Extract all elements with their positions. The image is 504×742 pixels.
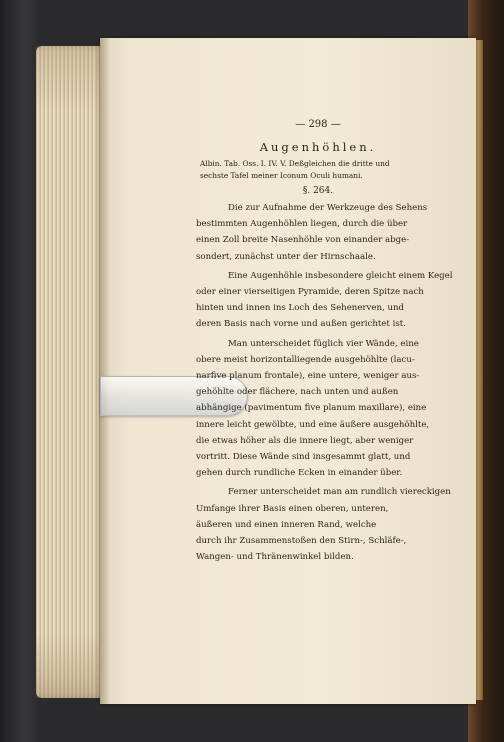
paragraph-line: vortritt. Diese Wände sind insgesammt glatt, und	[196, 452, 411, 463]
page-number: — 298 —	[295, 119, 341, 130]
section-number: §. 264.	[302, 186, 334, 196]
paragraph-line: gehöhlte oder flächere, nach unten und außen	[196, 387, 399, 398]
page-text	[196, 114, 453, 565]
paragraph-line: Umfange ihrer Basis einen oberen, unteren,	[196, 503, 389, 514]
background-surface	[0, 0, 40, 742]
chapter-title: Augenhöhlen.	[259, 140, 377, 154]
caption-line: Albin. Tab. Oss. I. IV. V. Deßgleichen die dritte und	[200, 159, 390, 168]
paragraph-line: gehen durch rundliche Ecken in einander über.	[196, 468, 403, 479]
paragraph-line: innere leicht gewölbte, und eine äußere ausgehöhlte,	[196, 419, 430, 430]
page-edges	[36, 46, 108, 698]
paragraph-line: Die zur Aufnahme der Werkzeuge des Sehens	[228, 203, 428, 213]
paragraph-line: abhängige (pavimentum five planum maxillare), eine	[196, 403, 427, 414]
caption-line: sechste Tafel meiner Iconum Oculi humani.	[200, 171, 363, 180]
paragraph-line: obere meist horizontalliegende ausgehöhlte (lacu-	[196, 354, 415, 365]
paragraph-line: hinten und innen ins Loch des Sehenerven, und	[196, 303, 405, 314]
paragraph-line: sondert, zunächst unter der Hirnschaale.	[196, 251, 376, 262]
paragraph-line: die etwas höher als die innere liegt, aber weniger	[196, 435, 414, 446]
paragraph-line: einen Zoll breite Nasenhöhle von einander abge-	[196, 235, 410, 246]
paragraph-line: Eine Augenhöhle insbesondere gleicht einem Kegel	[228, 270, 453, 281]
paragraph-line: äußeren und einen inneren Rand, welche	[196, 519, 377, 530]
paragraph-line: Wangen- und Thränenwinkel bilden.	[196, 552, 354, 563]
paragraph-line: Ferner unterscheidet man am rundlich viereckigen	[228, 487, 451, 498]
paragraph-line: bestimmten Augenhöhlen liegen, durch die über	[196, 219, 408, 230]
paragraph-line: oder einer vierseitigen Pyramide, deren Spitze nach	[196, 287, 424, 298]
paragraph-line: durch ihr Zusammenstoßen den Stirn-, Schläfe-,	[196, 536, 407, 547]
paragraph-line: narfive planum frontale), eine untere, weniger aus-	[196, 371, 420, 382]
paragraph-line: deren Basis nach vorne und außen gerichtet ist.	[196, 319, 406, 330]
paragraph-line: Man unterscheidet füglich vier Wände, eine	[228, 338, 419, 349]
